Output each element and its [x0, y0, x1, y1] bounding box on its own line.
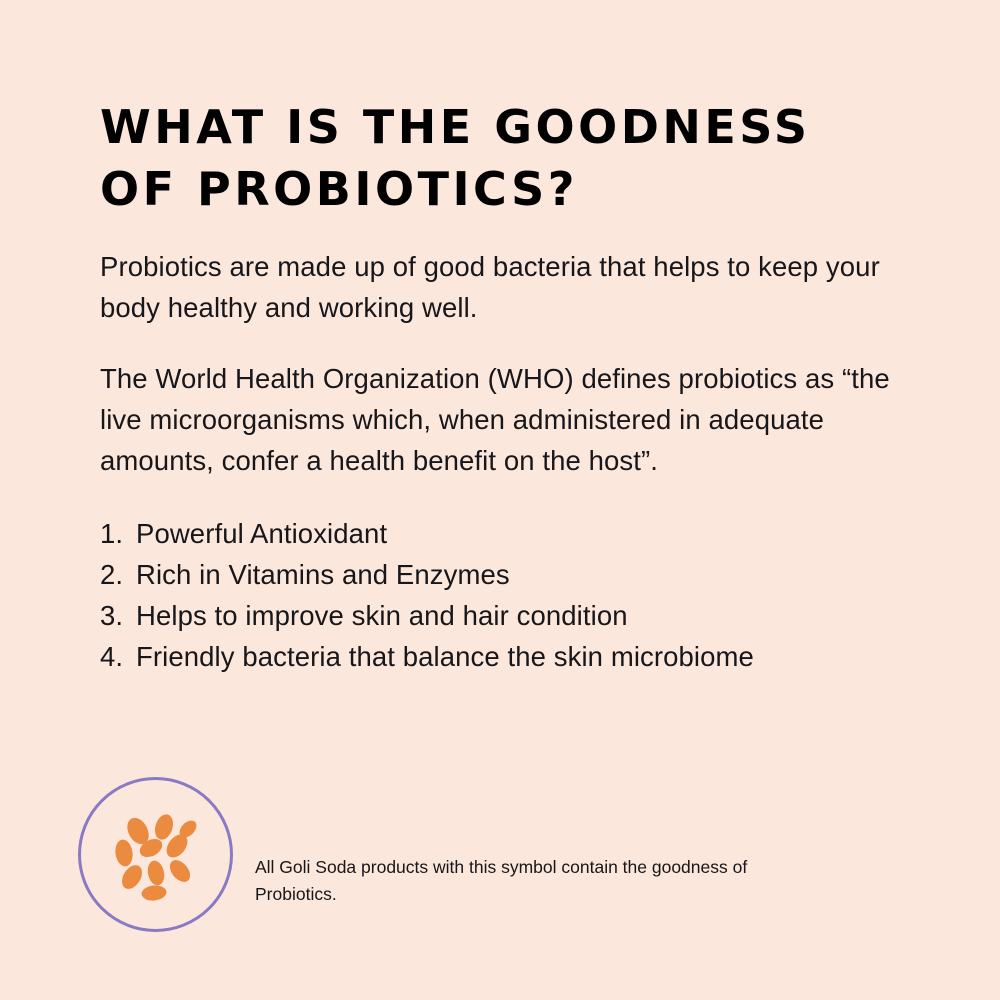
list-item-label: Powerful Antioxidant: [136, 518, 388, 549]
list-item-label: Helps to improve skin and hair condition: [136, 600, 628, 631]
list-item: [100, 554, 900, 595]
list-item-number: 2.: [100, 559, 124, 590]
list-item: [100, 595, 900, 636]
badge-footnote: All Goli Soda products with this symbol contain the goodness of Probiotics.: [255, 857, 748, 904]
probiotics-badge: [78, 777, 233, 932]
list-item-label: Friendly bacteria that balance the skin microbiome: [136, 641, 754, 672]
list-item: [100, 513, 900, 554]
probiotics-bacteria-icon: [102, 801, 210, 909]
list-item-number: 3.: [100, 600, 124, 631]
benefits-list: [100, 513, 900, 677]
list-item-number: 4.: [100, 641, 124, 672]
list-item: [100, 636, 900, 677]
list-item-label: Rich in Vitamins and Enzymes: [136, 559, 510, 590]
who-definition-paragraph: The World Health Organization (WHO) defines probiotics as “the live microorganisms which, when administered in adequate amounts, confer a health benefit on the host”.: [100, 363, 890, 476]
badge-footer: [78, 777, 815, 932]
page-title: WHAT IS THE GOODNESS OF PROBIOTICS?: [100, 100, 811, 216]
intro-paragraph: Probiotics are made up of good bacteria that helps to keep your body healthy and working well.: [100, 251, 880, 323]
list-item-number: 1.: [100, 518, 124, 549]
